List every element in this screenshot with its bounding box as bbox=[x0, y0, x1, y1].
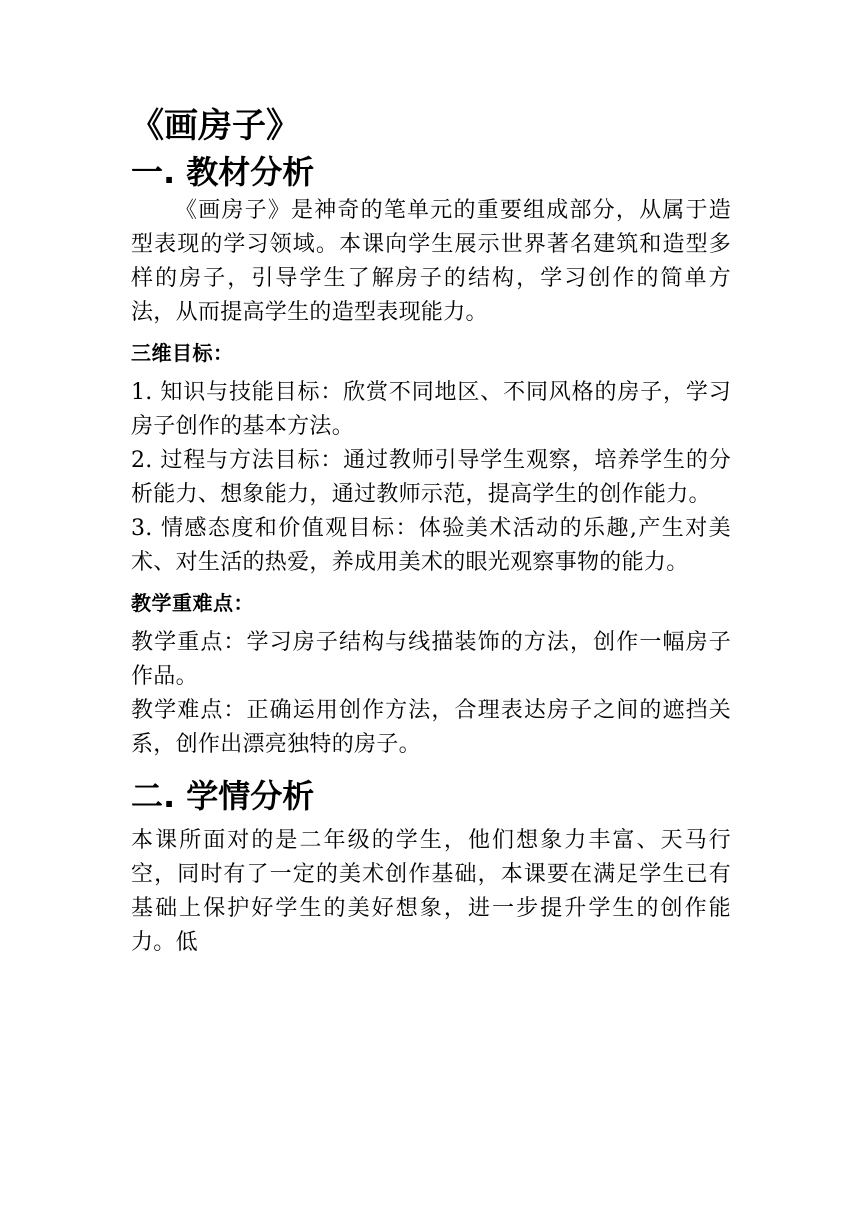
goals-subheading: 三维目标： bbox=[131, 341, 234, 365]
student-analysis-paragraph: 本课所面对的是二年级的学生，他们想象力丰富、天马行空，同时有了一定的美术创作基础，本课要在满足学生已有基础上保护好学生的美好想象，进一步提升学生的创作能力。低 bbox=[131, 828, 731, 955]
materials-analysis-paragraph: 《画房子》是神奇的笔单元的重要组成部分，从属于造型表现的学习领域。本课向学生展示世界著名建筑和造型多样的房子，引导学生了解房子的结构，学习创作的简单方法，从而提高学生的造型表现能力。 bbox=[131, 198, 731, 325]
goal-item-3: 3. 情感态度和价值观目标：体验美术活动的乐趣,产生对美术、对生活的热爱，养成用美术的眼光观察事物的能力。 bbox=[131, 516, 731, 575]
goal-item-1: 1. 知识与技能目标：欣赏不同地区、不同风格的房子，学习房子创作的基本方法。 bbox=[131, 380, 731, 439]
document-title: 《画房子》 bbox=[130, 106, 300, 146]
section-heading-students: 二. 学情分析 bbox=[131, 777, 315, 815]
section-heading-materials: 一. 教材分析 bbox=[131, 153, 315, 191]
goal-item-2: 2. 过程与方法目标：通过教师引导学生观察，培养学生的分析能力、想象能力，通过教师示范，提高学生的创作能力。 bbox=[131, 448, 731, 507]
keypoint-focus: 教学重点：学习房子结构与线描装饰的方法，创作一幅房子作品。 bbox=[131, 630, 731, 689]
keypoints-subheading: 教学重难点： bbox=[131, 591, 254, 615]
document-page bbox=[131, 102, 731, 960]
keypoint-difficulty: 教学难点：正确运用创作方法，合理表达房子之间的遮挡关系，创作出漂亮独特的房子。 bbox=[131, 698, 731, 757]
